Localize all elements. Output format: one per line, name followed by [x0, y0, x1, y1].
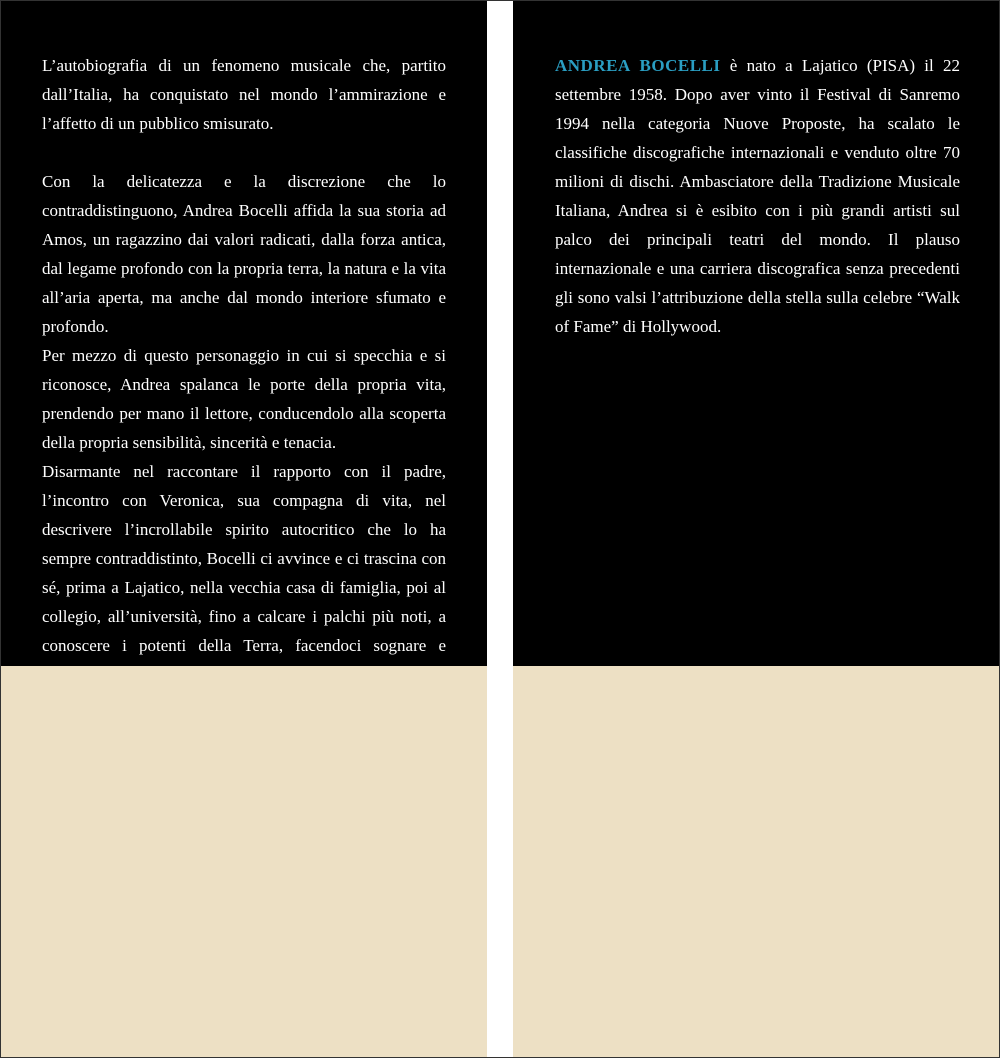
synopsis-paragraph-3: Per mezzo di questo personaggio in cui si specchia e si riconosce, Andrea spalanca le porte della propria vita, prendendo per mano il lettore, conducendolo alla scoperta della propria sensibilità, sincerità e tenacia.: [42, 346, 446, 452]
synopsis-intro: L’autobiografia di un fenomeno musicale che, partito dall’Italia, ha conquistato nel mondo l’ammirazione e l’affetto di un pubblico smisurato.: [42, 56, 446, 133]
synopsis-paragraph-4: Disarmante nel raccontare il rapporto con il padre, l’incontro con Veronica, sua compagna di vita, nel descrivere l’incrollabile spirito autocritico che lo ha sempre contraddistinto, Bocelli ci avvince e ci trascina con sé, prima a Lajatico, nella vecchia casa di famiglia, poi al collegio, all’università, fino a calcare i palchi più noti, a conoscere i potenti della Terra, facendoci sognare e: [42, 462, 446, 655]
author-bio-text: è nato a Lajatico (PISA) il 22 settembre 1958. Dopo aver vinto il Festival di Sanremo 1994 nella categoria Nuove Proposte, ha scalato le classifiche discografiche internazionali e venduto oltre 70 milioni di dischi. Ambasciatore della Tradizione Musicale Italiana, Andrea si è esibito con i più grandi artisti sul palco dei principali teatri del mondo. Il plauso internazionale e una carriera discografica senza precedenti gli sono valsi l’attribuzione della stella sulla celebre “Walk of Fame” di Hollywood.: [555, 56, 960, 336]
synopsis-paragraph-2: Con la delicatezza e la discrezione che lo contraddistinguono, Andrea Bocelli affida la sua storia ad Amos, un ragazzino dai valori radicati, dalla forza antica, dal legame profondo con la propria terra, la natura e la vita all’aria aperta, ma anche dal mondo interiore sfumato e profondo.: [42, 172, 446, 336]
author-name: ANDREA BOCELLI: [555, 56, 721, 75]
